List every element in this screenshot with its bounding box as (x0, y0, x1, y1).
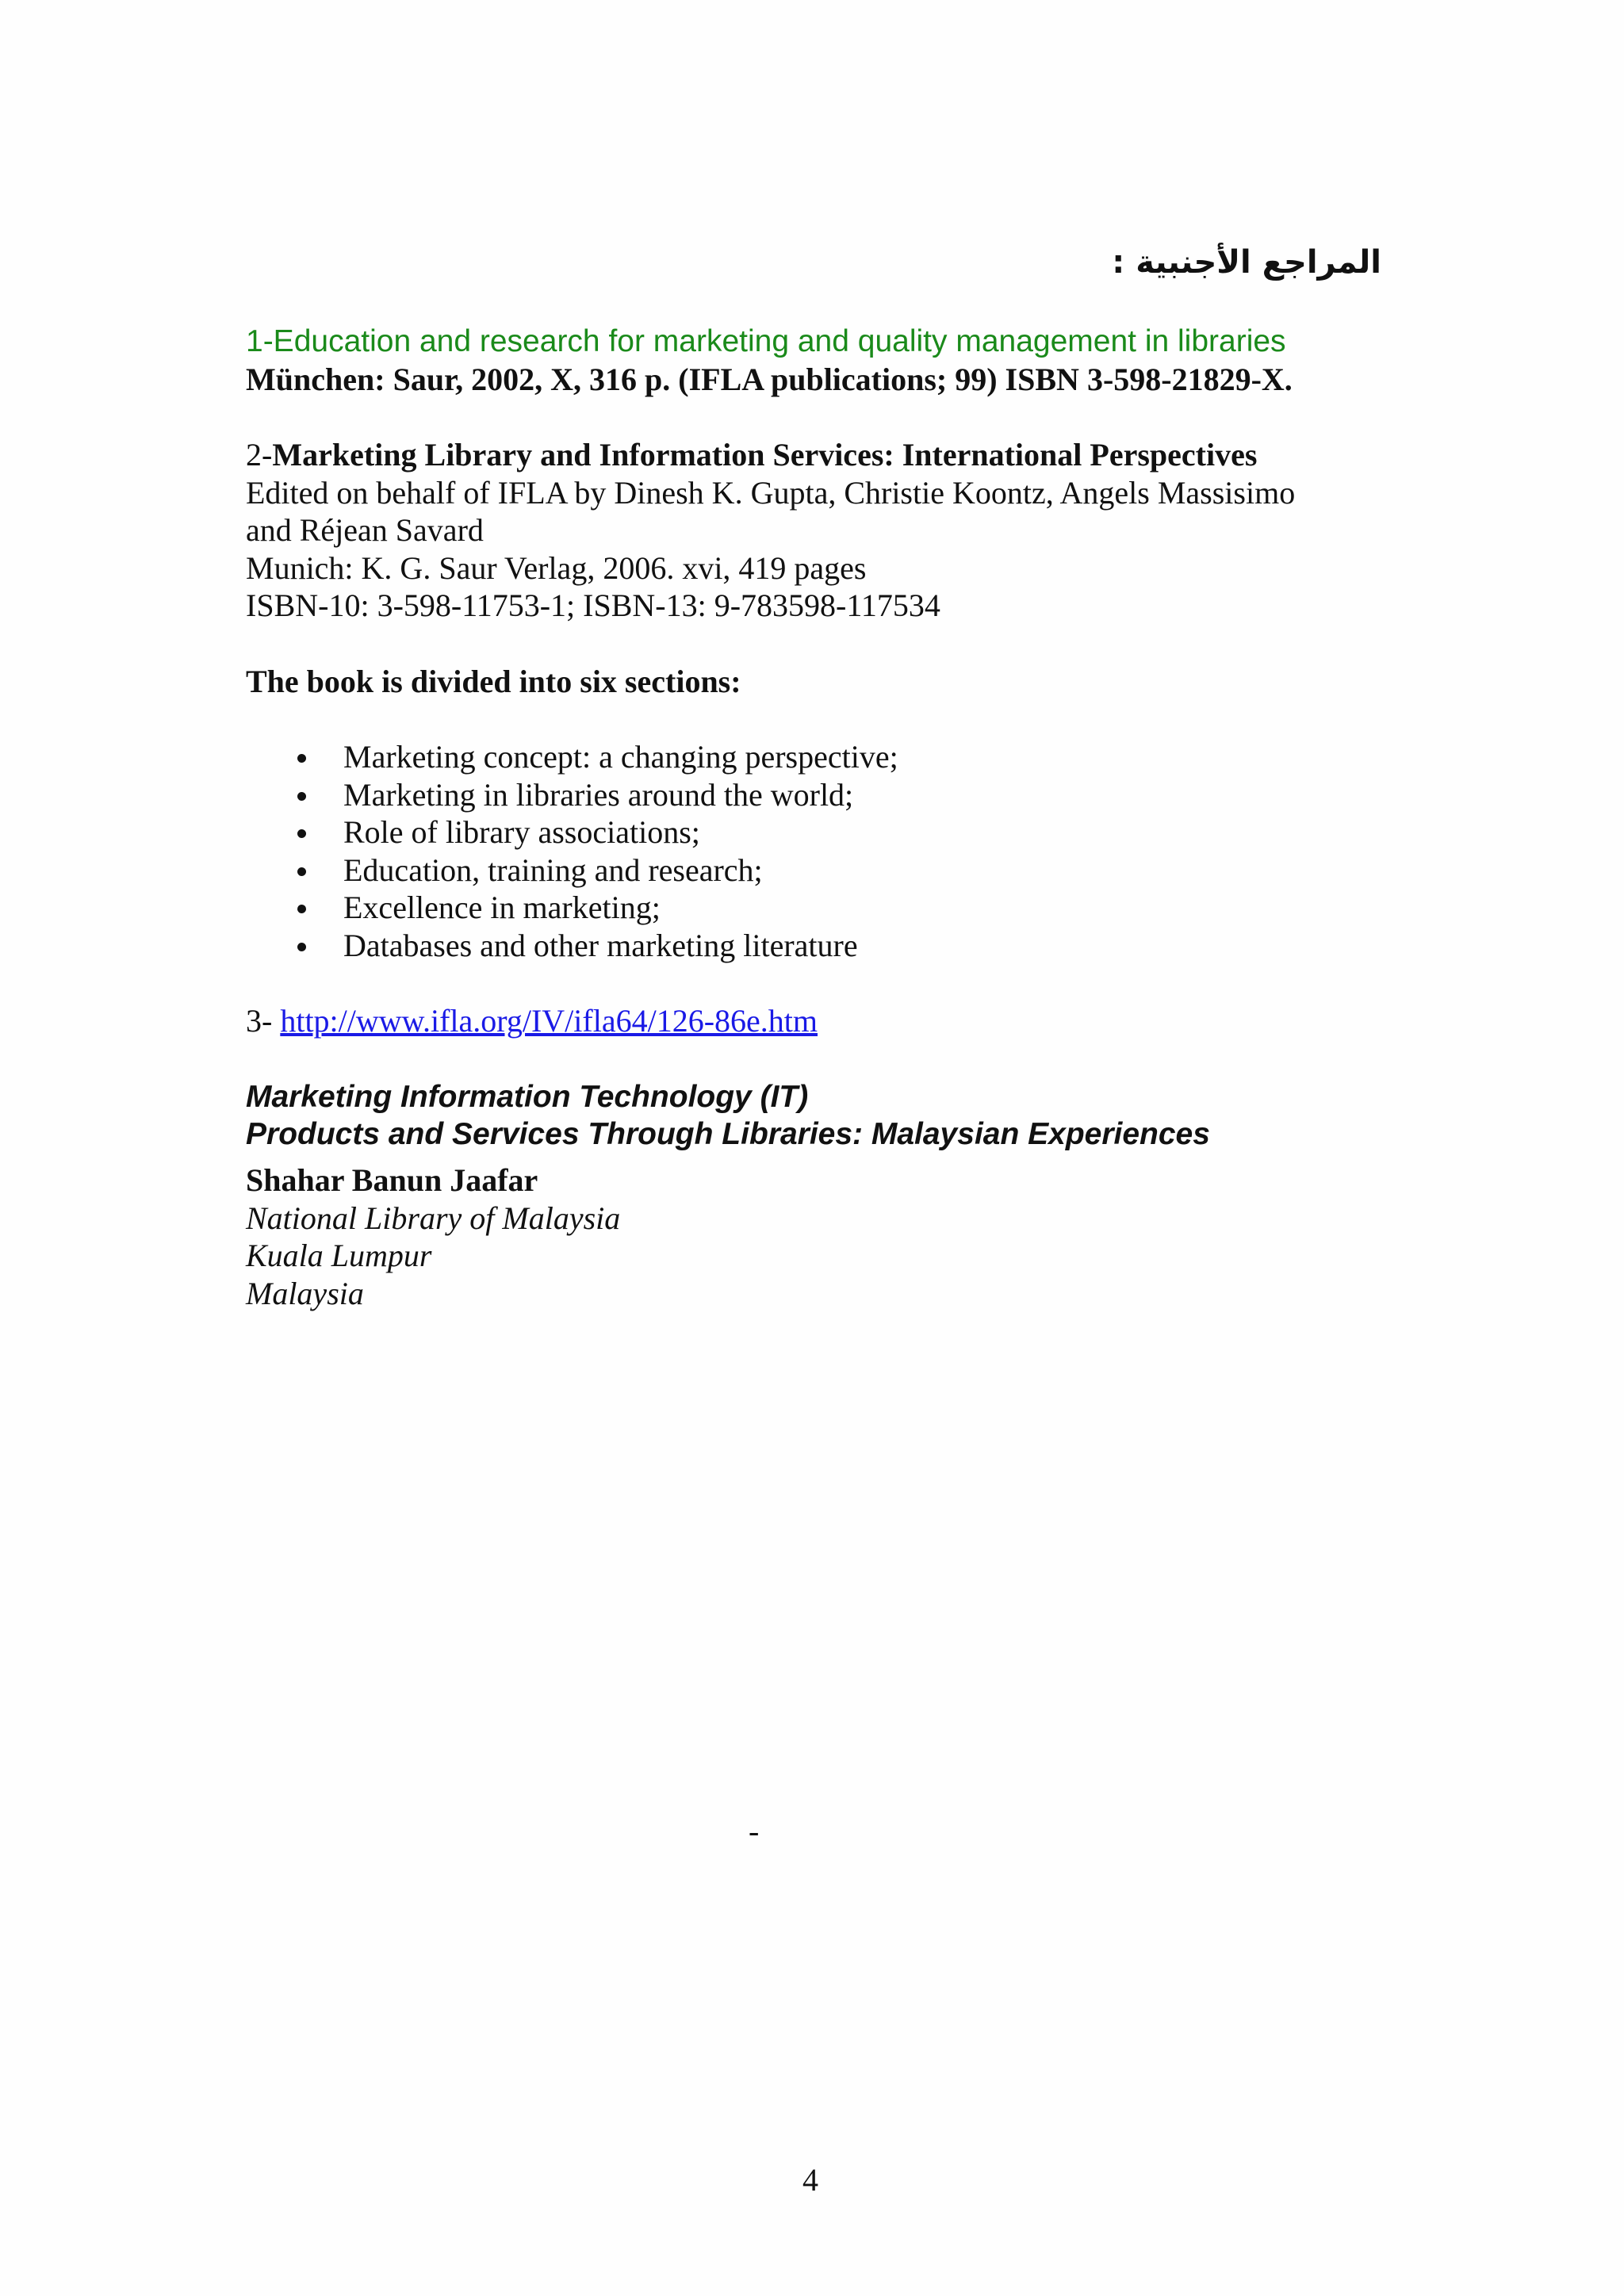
ref1-title: 1-Education and research for marketing and quality management in libraries (246, 324, 1286, 358)
ref3-url-link[interactable]: http://www.ifla.org/IV/ifla64/126-86e.htm (280, 1003, 818, 1039)
list-item (245, 851, 898, 890)
ref2-title: Marketing Library and Information Services: International Perspectives (272, 437, 1258, 473)
references-heading: المراجع الأجنبية : (1112, 244, 1381, 281)
list-item (245, 927, 898, 965)
ref2-prefix: 2- (246, 437, 273, 473)
list-item-text: Role of library associations; (343, 814, 700, 851)
list-item (245, 889, 898, 927)
list-item (245, 738, 898, 776)
article-author: Shahar Banun Jaafar (246, 1162, 538, 1198)
bullet-icon (297, 754, 306, 763)
sections-intro: The book is divided into six sections: (246, 664, 741, 699)
list-item (245, 776, 898, 814)
list-item-text: Excellence in marketing; (343, 890, 661, 926)
bullet-icon (297, 867, 306, 876)
list-item-text: Marketing in libraries around the world; (343, 776, 854, 813)
article-affiliation-3: Malaysia (246, 1276, 364, 1311)
bullet-icon (297, 943, 306, 951)
footer-dash: - (749, 1813, 760, 1849)
list-item-text: Education, training and research; (343, 851, 763, 888)
list-item-text: Databases and other marketing literature (343, 927, 858, 963)
article-title-line1: Marketing Information Technology (IT) (246, 1080, 809, 1114)
list-item (245, 813, 898, 851)
bullet-icon (297, 905, 306, 913)
page-number: 4 (802, 2162, 818, 2198)
sections-list (245, 738, 898, 965)
ref2-editors-line2: and Réjean Savard (246, 512, 484, 548)
ref2-editors-line1: Edited on behalf of IFLA by Dinesh K. Gupta, Christie Koontz, Angels Massisimo (246, 475, 1296, 511)
bullet-icon (297, 792, 306, 801)
bullet-icon (297, 829, 306, 838)
ref2-title-line (246, 436, 1257, 474)
article-affiliation-2: Kuala Lumpur (246, 1238, 432, 1273)
ref2-publisher: Munich: K. G. Saur Verlag, 2006. xvi, 419 pages (246, 550, 867, 586)
ref1-details: München: Saur, 2002, X, 316 p. (IFLA publications; 99) ISBN 3-598-21829-X. (246, 362, 1293, 397)
ref3-line (246, 1002, 818, 1040)
article-title-line2: Products and Services Through Libraries: Malaysian Experiences (246, 1117, 1210, 1151)
article-affiliation-1: National Library of Malaysia (246, 1200, 621, 1236)
ref2-isbn: ISBN-10: 3-598-11753-1; ISBN-13: 9-783598-117534 (246, 587, 940, 623)
list-item-text: Marketing concept: a changing perspective; (343, 739, 898, 775)
ref3-prefix: 3- (246, 1003, 281, 1039)
